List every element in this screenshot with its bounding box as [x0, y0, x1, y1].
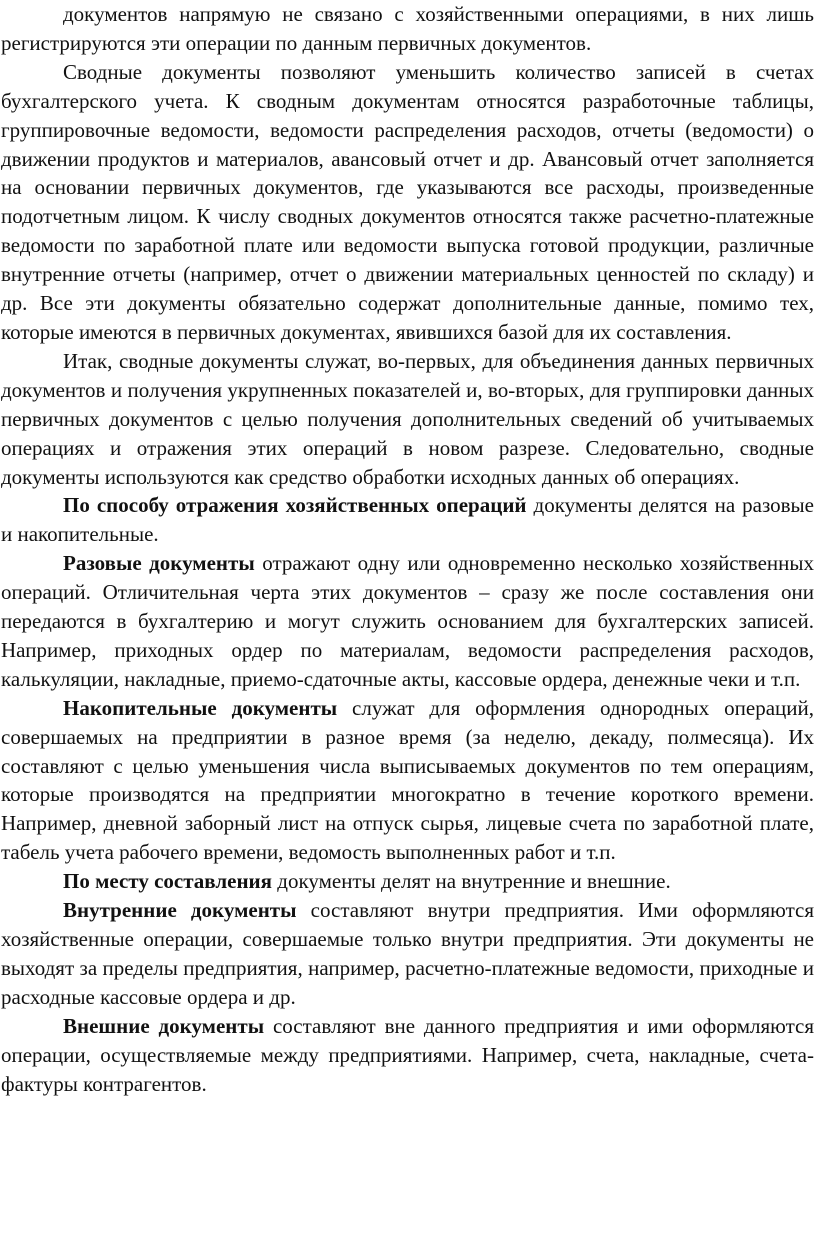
paragraph-cumulative-documents [1, 694, 814, 867]
paragraph-text: составляют внутри предприятия. Ими оформляются хозяйственные операции, совершаемые только внутри предприятия. Эти документы не выходят за пределы предприятия, например, расчетно-платежные ведомости, приходные и расходные кассовые ордера и др. [1, 898, 814, 1009]
paragraph-text: служат для оформления однородных операций, совершаемых на предприятии в разное время (за неделю, декаду, полмесяца). Их составляют с целью уменьшения числа выписываемых документов по тем операциям, которые производятся на предприятии многократно в течение короткого времени. Например, дневной заборный лист на отпуск сырья, лицевые счета по заработной плате, табель учета рабочего времени, ведомость выполненных работ и т.п. [1, 695, 815, 865]
paragraph-text: Итак, сводные документы служат, во-первых, для объединения данных первичных документов и получения укрупненных показателей и, во-вторых, для группировки данных первичных документов с целью получения дополнительных сведений об учитываемых операциях и отражения этих операций в новом разрезе. Следовательно, сводные документы используются как средство обработки исходных данных об операциях. [1, 348, 814, 489]
paragraph-one-time-documents [1, 549, 814, 694]
paragraph-by-place [1, 867, 814, 896]
paragraph-text: документов напрямую не связано с хозяйственными операциями, в них лишь регистрируются эти операции по данным первичных документов. [1, 2, 814, 55]
term-heading: Разовые документы [63, 551, 255, 576]
paragraph-summary-documents [1, 58, 814, 347]
paragraph-text: документы делят на внутренние и внешние. [272, 869, 671, 894]
paragraph-text: документы делятся на разовые и накопительные. [1, 493, 814, 547]
paragraph-summary-purpose [1, 347, 814, 492]
term-heading: По месту составления [63, 869, 273, 894]
paragraph-text: Сводные документы позволяют уменьшить количество записей в счетах бухгалтерского учета. К сводным документам относятся разработочные таблицы, группировочные ведомости, ведомости распределения расходов, отчеты (ведомости) о движении продуктов и материалов, авансовый отчет и др. Авансовый отчет заполняется на основании первичных документов, где указываются все расходы, произведенные подотчетным лицом. К числу сводных документов относятся также расчетно-платежные ведомости по заработной плате или ведомости выпуска готовой продукции, различные внутренние отчеты (например, отчет о движении материальных ценностей по складу) и др. Все эти документы обязательно содержат дополнительные данные, помимо тех, которые имеются в первичных документах, явившихся базой для их составления. [1, 59, 814, 344]
term-heading: Внешние документы [63, 1013, 265, 1038]
paragraph-by-reflection-method [1, 491, 814, 549]
paragraph-internal-documents [1, 896, 814, 1012]
term-heading: Внутренние документы [63, 898, 297, 923]
paragraph-text: отражают одну или одновременно несколько хозяйственных операций. Отличительная черта этих документов – сразу же после составления они передаются в бухгалтерию и могут служить основанием для бухгалтерских записей. Например, приходных ордер по материалам, ведомости распределения расходов, калькуляции, накладные, приемо-сдаточные акты, кассовые ордера, денежные чеки и т.п. [1, 551, 814, 691]
paragraph-external-documents [1, 1012, 814, 1099]
paragraph-continuation [1, 0, 814, 58]
term-heading: По способу отражения хозяйственных операций [63, 493, 527, 518]
paragraph-text: составляют вне данного предприятия и ими оформляются операции, осуществляемые между предприятиями. Например, счета, накладные, счета-фактуры контрагентов. [1, 1013, 815, 1096]
term-heading: Накопительные документы [63, 695, 338, 720]
